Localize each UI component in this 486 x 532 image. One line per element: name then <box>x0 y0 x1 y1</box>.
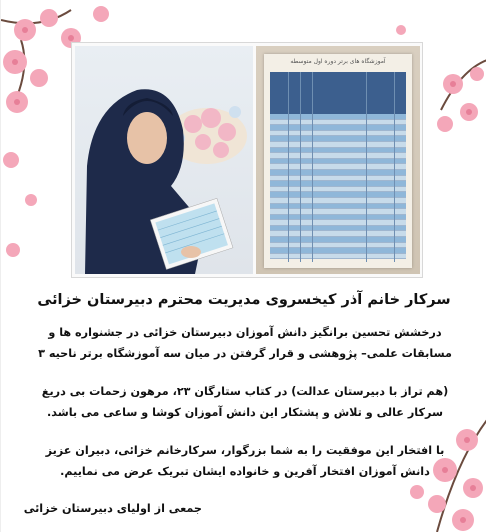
table-column-divider <box>300 72 301 262</box>
table-column-divider <box>394 72 395 262</box>
rankings-document-photo <box>256 46 420 274</box>
announcement-paragraph-3: با افتخار این موفقیت را به شما بزرگوار، سرکارخانم خزائی، دبیران عزیز دانش آموزان افتخار آفرین و خانواده ایشان تبریک عرض می نماییم. <box>45 444 445 478</box>
rankings-table-header <box>270 72 406 114</box>
rankings-table-body <box>270 114 406 259</box>
table-row <box>270 254 406 260</box>
rankings-table <box>270 72 406 262</box>
table-column-divider <box>288 72 289 262</box>
award-photo <box>71 42 423 278</box>
table-column-divider <box>366 72 367 262</box>
announcement-paragraph-1: درخشش تحسین برانگیز دانش آموزان دبیرستان خزائی در جشنواره ها و مسابقات علمی– پژوهشی و قرار گرفتن در میان سه آموزشگاه برتر ناحیه ۳ <box>38 326 452 360</box>
announcement-title: سرکار خانم آذر کیخسروی مدیریت محترم دبیرستان خزائی <box>37 292 451 308</box>
document-header: آموزشگاه های برتر دوره اول متوسطه <box>290 58 386 65</box>
rankings-page <box>264 54 412 268</box>
principal-photo <box>75 46 253 274</box>
announcement-paragraph-2: (هم تراز با دبیرستان عدالت) در کتاب ستارگان ۲۳، مرهون زحمات بی دریغ سرکار عالی و تلاش و پشتکار این دانش آموزان کوشا و ساعی می باشد. <box>41 385 449 419</box>
table-column-divider <box>312 72 313 262</box>
cherry-blossom-decoration-left <box>1 140 51 290</box>
signature: جمعی از اولیای دبیرستان خزائی <box>23 502 202 515</box>
